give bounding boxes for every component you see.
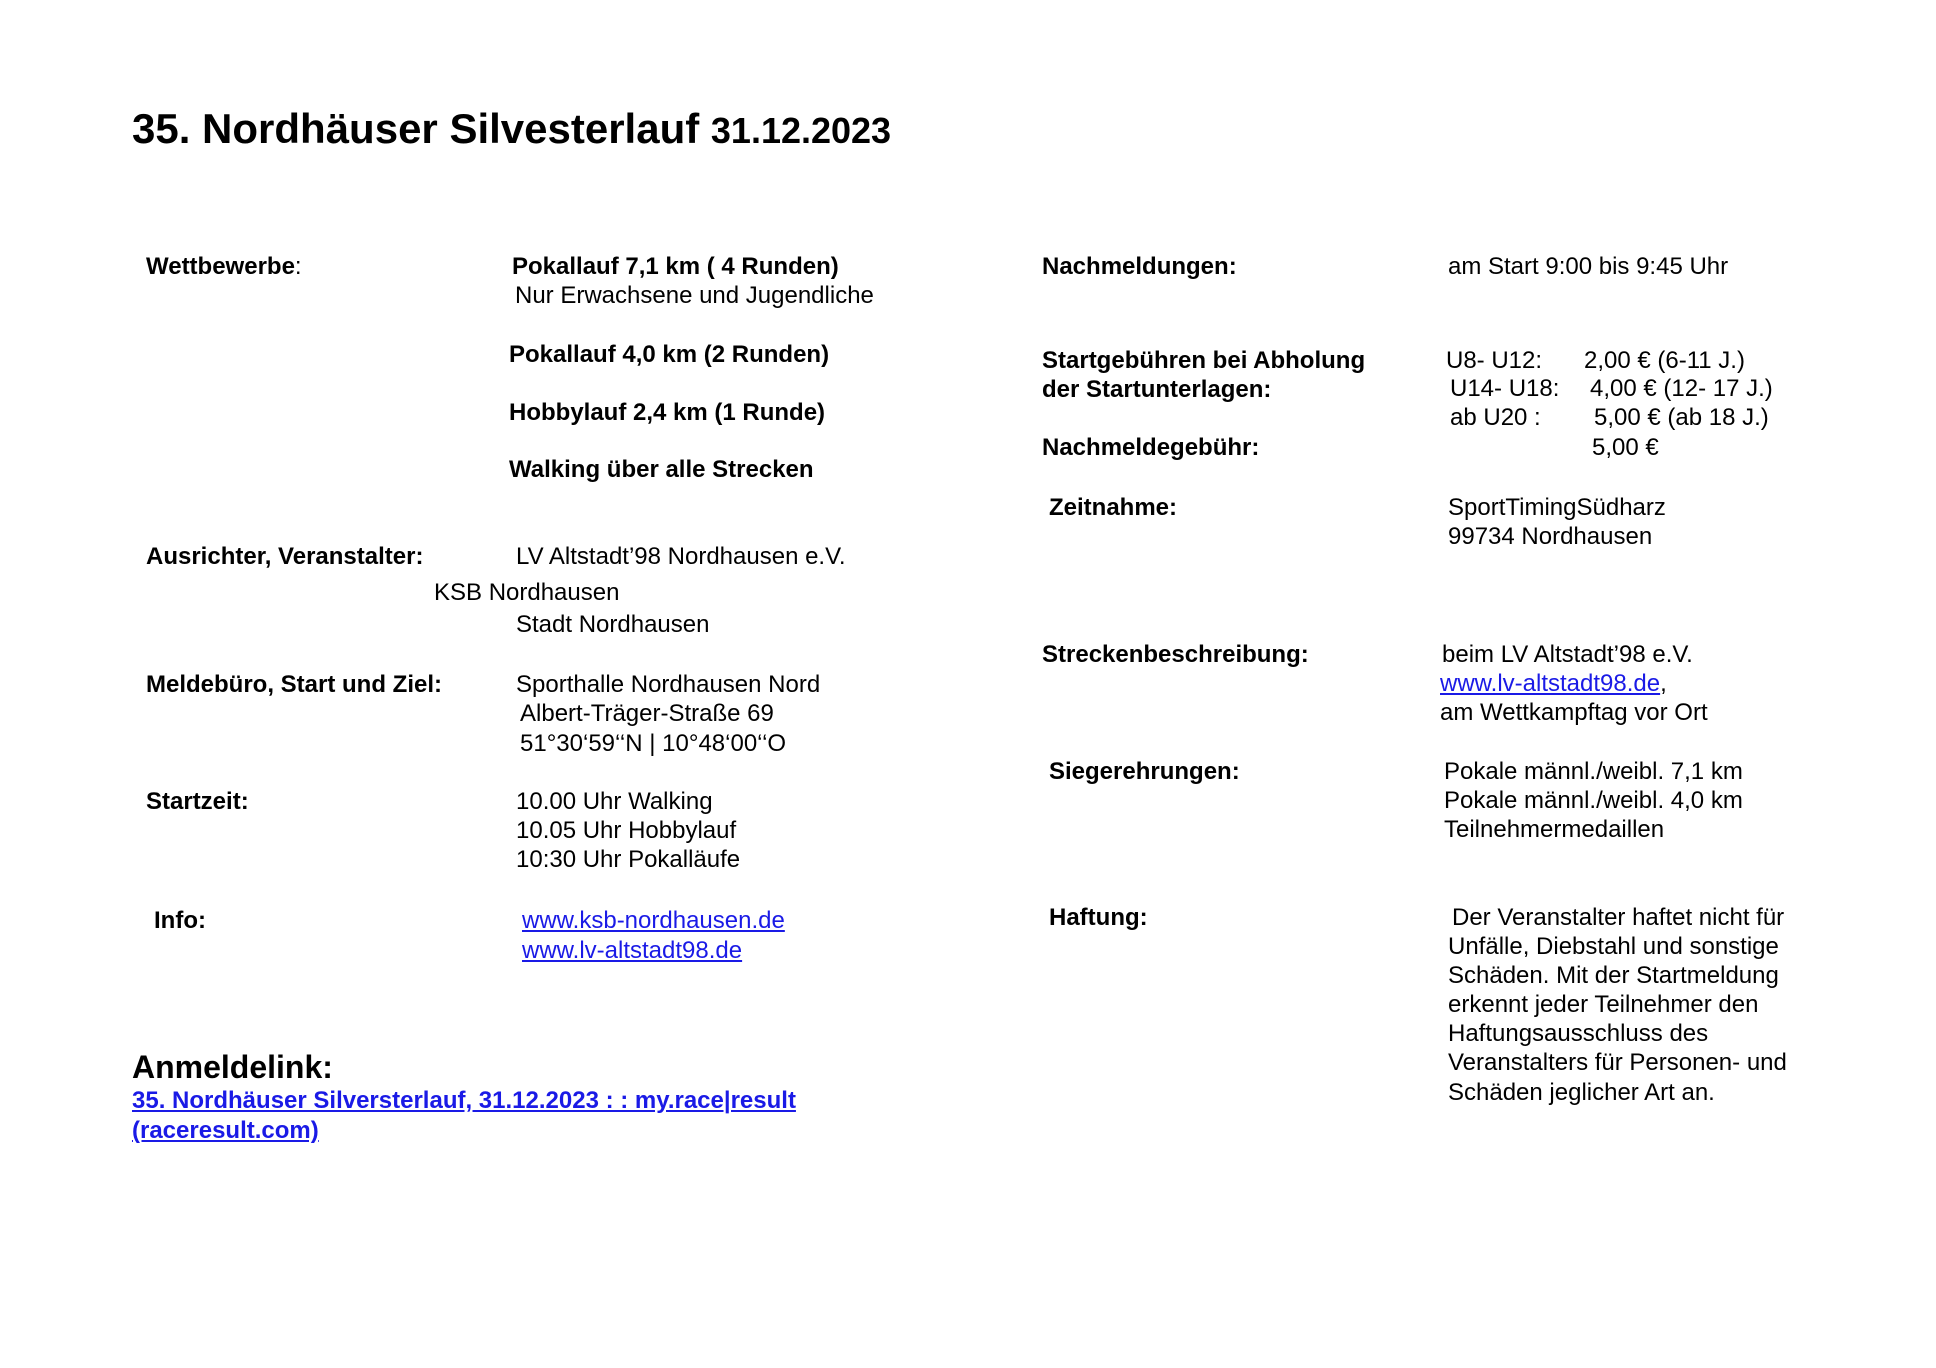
ausrichter-line-1: LV Altstadt’98 Nordhausen e.V.	[516, 543, 846, 570]
siegerehrungen-label: Siegerehrungen:	[1049, 758, 1240, 785]
ausrichter-label: Ausrichter, Veranstalter:	[146, 543, 424, 570]
haftung-line-4: erkennt jeder Teilnehmer den	[1448, 991, 1759, 1018]
haftung-line-7: Schäden jeglicher Art an.	[1448, 1079, 1715, 1106]
strecke-line-3: am Wettkampftag vor Ort	[1440, 699, 1708, 726]
race-pokallauf-4km: Pokallauf 4,0 km (2 Runden)	[509, 341, 830, 368]
page-title	[132, 104, 891, 156]
info-link-ksb[interactable]: www.ksb-nordhausen.de	[522, 907, 785, 934]
fee-price-u20: 5,00 € (ab 18 J.)	[1594, 404, 1769, 431]
strecke-link[interactable]: www.lv-altstadt98.de	[1440, 670, 1661, 697]
anmeldelink-heading: Anmeldelink:	[132, 1049, 333, 1085]
fee-group-u20: ab U20 :	[1450, 404, 1541, 431]
haftung-line-3: Schäden. Mit der Startmeldung	[1448, 962, 1779, 989]
haftung-line-1: Der Veranstalter haftet nicht für	[1452, 904, 1785, 931]
race-pokallauf-7km-note: Nur Erwachsene und Jugendliche	[515, 282, 874, 309]
race-hobbylauf: Hobbylauf 2,4 km (1 Runde)	[509, 399, 826, 426]
haftung-label: Haftung:	[1049, 904, 1148, 931]
siegerehrungen-line-3: Teilnehmermedaillen	[1444, 816, 1665, 843]
title-date: 31.12.2023	[710, 110, 892, 151]
fee-group-u8: U8- U12:	[1446, 347, 1543, 374]
meldebuero-line-1: Sporthalle Nordhausen Nord	[516, 671, 821, 698]
race-pokallauf-7km: Pokallauf 7,1 km ( 4 Runden)	[512, 253, 839, 280]
strecke-link-row: www.lv-altstadt98.de,	[1440, 670, 1667, 697]
nachmeldegebuehr-label: Nachmeldegebühr:	[1042, 434, 1260, 461]
zeitnahme-line-2: 99734 Nordhausen	[1448, 523, 1653, 550]
anmeldelink-raceresult[interactable]: 35. Nordhäuser Silversterlauf, 31.12.2023 : : my.race|result (raceresult.com)	[132, 1087, 796, 1144]
meldebuero-coordinates: 51°30‘59‘‘N | 10°48‘00‘‘O	[520, 730, 787, 757]
fee-group-u14: U14- U18:	[1450, 375, 1560, 402]
info-label: Info:	[154, 907, 206, 934]
strecke-label: Streckenbeschreibung:	[1042, 641, 1309, 668]
haftung-line-5: Haftungsausschluss des	[1448, 1020, 1709, 1047]
wettbewerbe-label: Wettbewerbe:	[146, 253, 302, 280]
startzeit-label: Startzeit:	[146, 788, 249, 815]
haftung-line-6: Veranstalters für Personen- und	[1448, 1049, 1787, 1076]
title-text: 35. Nordhäuser Silvesterlauf	[132, 105, 700, 152]
zeitnahme-label: Zeitnahme:	[1049, 494, 1178, 521]
strecke-line-1: beim LV Altstadt’98 e.V.	[1442, 641, 1693, 668]
nachmeldungen-value: am Start 9:00 bis 9:45 Uhr	[1448, 253, 1729, 280]
startzeit-line-3: 10:30 Uhr Pokalläufe	[516, 846, 741, 873]
startgebuehren-label-2: der Startunterlagen:	[1042, 376, 1272, 403]
ausrichter-line-2: KSB Nordhausen	[434, 579, 620, 606]
zeitnahme-line-1: SportTimingSüdharz	[1448, 494, 1666, 521]
info-link-lv-altstadt[interactable]: www.lv-altstadt98.de	[522, 937, 743, 964]
startgebuehren-label-1: Startgebühren bei Abholung	[1042, 347, 1366, 374]
startzeit-line-1: 10.00 Uhr Walking	[516, 788, 713, 815]
siegerehrungen-line-1: Pokale männl./weibl. 7,1 km	[1444, 758, 1743, 785]
fee-price-u8: 2,00 € (6-11 J.)	[1584, 347, 1745, 374]
nachmeldungen-label: Nachmeldungen:	[1042, 253, 1237, 280]
fee-price-u14: 4,00 € (12- 17 J.)	[1590, 375, 1773, 402]
meldebuero-line-2: Albert-Träger-Straße 69	[520, 700, 774, 727]
race-walking: Walking über alle Strecken	[509, 456, 814, 483]
startzeit-line-2: 10.05 Uhr Hobbylauf	[516, 817, 737, 844]
siegerehrungen-line-2: Pokale männl./weibl. 4,0 km	[1444, 787, 1743, 814]
nachmeldegebuehr-value: 5,00 €	[1592, 434, 1659, 461]
ausrichter-line-3: Stadt Nordhausen	[516, 611, 710, 638]
haftung-line-2: Unfälle, Diebstahl und sonstige	[1448, 933, 1779, 960]
meldebuero-label: Meldebüro, Start und Ziel:	[146, 671, 443, 698]
